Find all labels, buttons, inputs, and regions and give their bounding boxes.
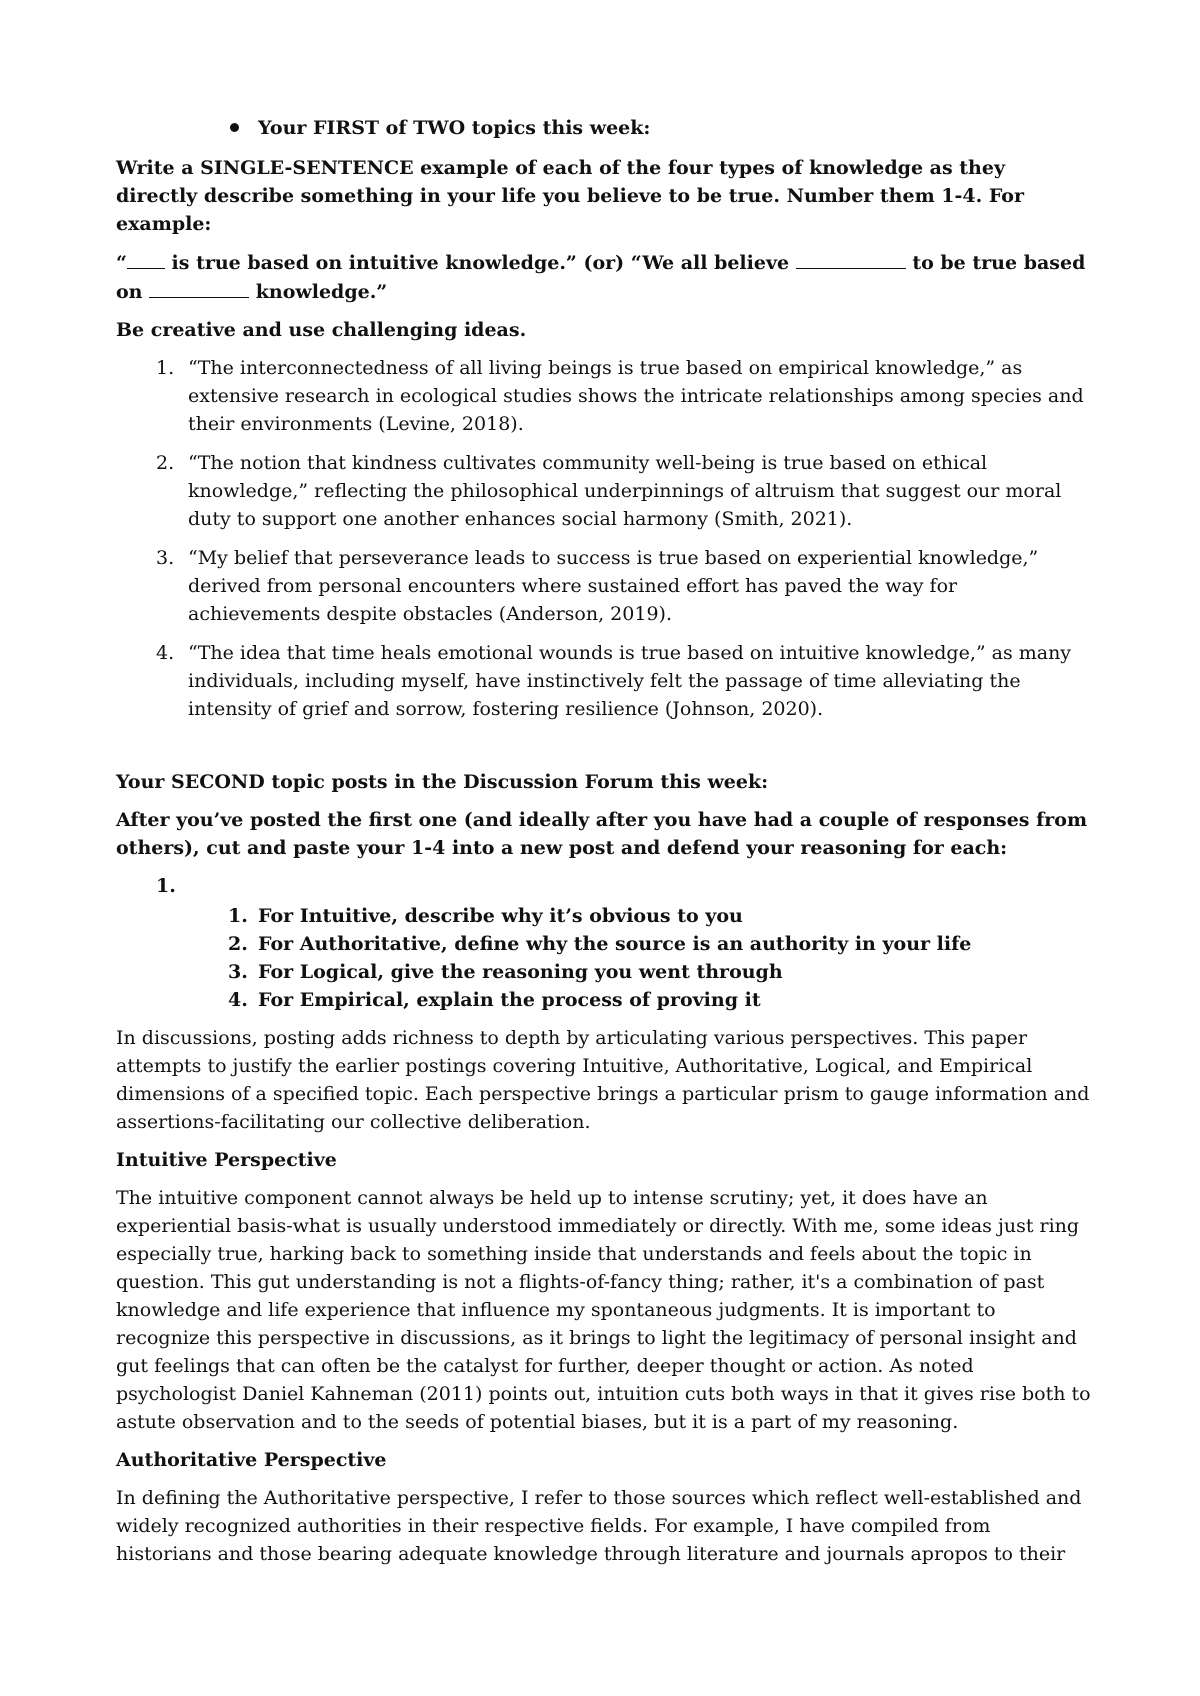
list-item: 1. For Intuitive, describe why it’s obvious to you — [228, 905, 743, 927]
intro-paragraph: In discussions, posting adds richness to depth by articulating various perspectives. This paper attempts to justify the earlier postings covering Intuitive, Authoritative, Logical, and Empirical dimensions of a specified topic. Each perspective brings a particular prism to gauge information and assertions-facilitating our collective deliberation. — [116, 1027, 1090, 1133]
topic1-bullet — [116, 114, 1091, 142]
outer-list-item: 1. — [156, 875, 176, 897]
defend-list — [116, 902, 1091, 1014]
examples-list — [116, 354, 1091, 723]
topic1-example: “ is true based on intuitive knowledge.” (or) “We all believe to be true based on knowledge.” — [116, 248, 1091, 306]
topic1-instruction: Write a SINGLE-SENTENCE example of each of the four types of knowledge as they directly describe something in your life you believe to be true. Number them 1-4. For example: — [116, 157, 1024, 235]
topic2-title: Your SECOND topic posts in the Discussion Forum this week: — [116, 771, 769, 793]
list-item: 2. “The notion that kindness cultivates community well-being is true based on ethical knowledge,” reflecting the philosophical underpinnings of altruism that suggest our moral duty to support one another enhances social harmony (Smith, 2021). — [156, 452, 1062, 530]
blank-line — [796, 248, 906, 269]
intuitive-heading: Intuitive Perspective — [116, 1149, 337, 1171]
list-item: 3. For Logical, give the reasoning you went through — [228, 961, 783, 983]
intuitive-paragraph: The intuitive component cannot always be held up to intense scrutiny; yet, it does have an experiential basis-what is usually understood immediately or directly. With me, some ideas just ring especially true, harking back to something inside that understands and feels about the topic in question. This gut understanding is not a flights-of-fancy thing; rather, it's a combination of past knowledge and life experience that influence my spontaneous judgments. It is important to recognize this perspective in discussions, as it brings to light the legitimacy of personal insight and gut feelings that can often be the catalyst for further, deeper thought or action. As noted psychologist Daniel Kahneman (2011) points out, intuition cuts both ways in that it gives rise both to astute observation and to the seeds of potential biases, but it is a part of my reasoning. — [116, 1187, 1091, 1433]
blank-line — [127, 248, 165, 269]
list-item: 1. “The interconnectedness of all living beings is true based on empirical knowledge,” as extensive research in ecological studies shows the intricate relationships among species and their environments (Levine, 2018). — [156, 357, 1084, 435]
authoritative-heading: Authoritative Perspective — [116, 1449, 387, 1471]
list-item: 4. “The idea that time heals emotional wounds is true based on intuitive knowledge,” as many individuals, including myself, have instinctively felt the passage of time alleviating the intensity of grief and sorrow, fostering resilience (Johnson, 2020). — [156, 642, 1072, 720]
blank-line — [149, 277, 249, 298]
authoritative-paragraph: In defining the Authoritative perspective, I refer to those sources which reflect well-established and widely recognized authorities in their respective fields. For example, I have compiled from historians and those bearing adequate knowledge through literature and journals apropos to their — [116, 1487, 1082, 1565]
list-item: 3. “My belief that perseverance leads to success is true based on experiential knowledge,” derived from personal encounters where sustained effort has paved the way for achievements despite obstacles (Anderson, 2019). — [156, 547, 1039, 625]
topic2-instruction: After you’ve posted the first one (and ideally after you have had a couple of responses from others), cut and paste your 1-4 into a new post and defend your reasoning for each: — [116, 809, 1088, 859]
topic1-title: Your FIRST of TWO topics this week: — [258, 117, 651, 139]
bullet-icon — [230, 123, 239, 132]
topic1-creative: Be creative and use challenging ideas. — [116, 319, 527, 341]
document-content — [116, 114, 1091, 1578]
list-item: 2. For Authoritative, define why the source is an authority in your life — [228, 933, 972, 955]
list-item: 4. For Empirical, explain the process of proving it — [228, 989, 761, 1011]
